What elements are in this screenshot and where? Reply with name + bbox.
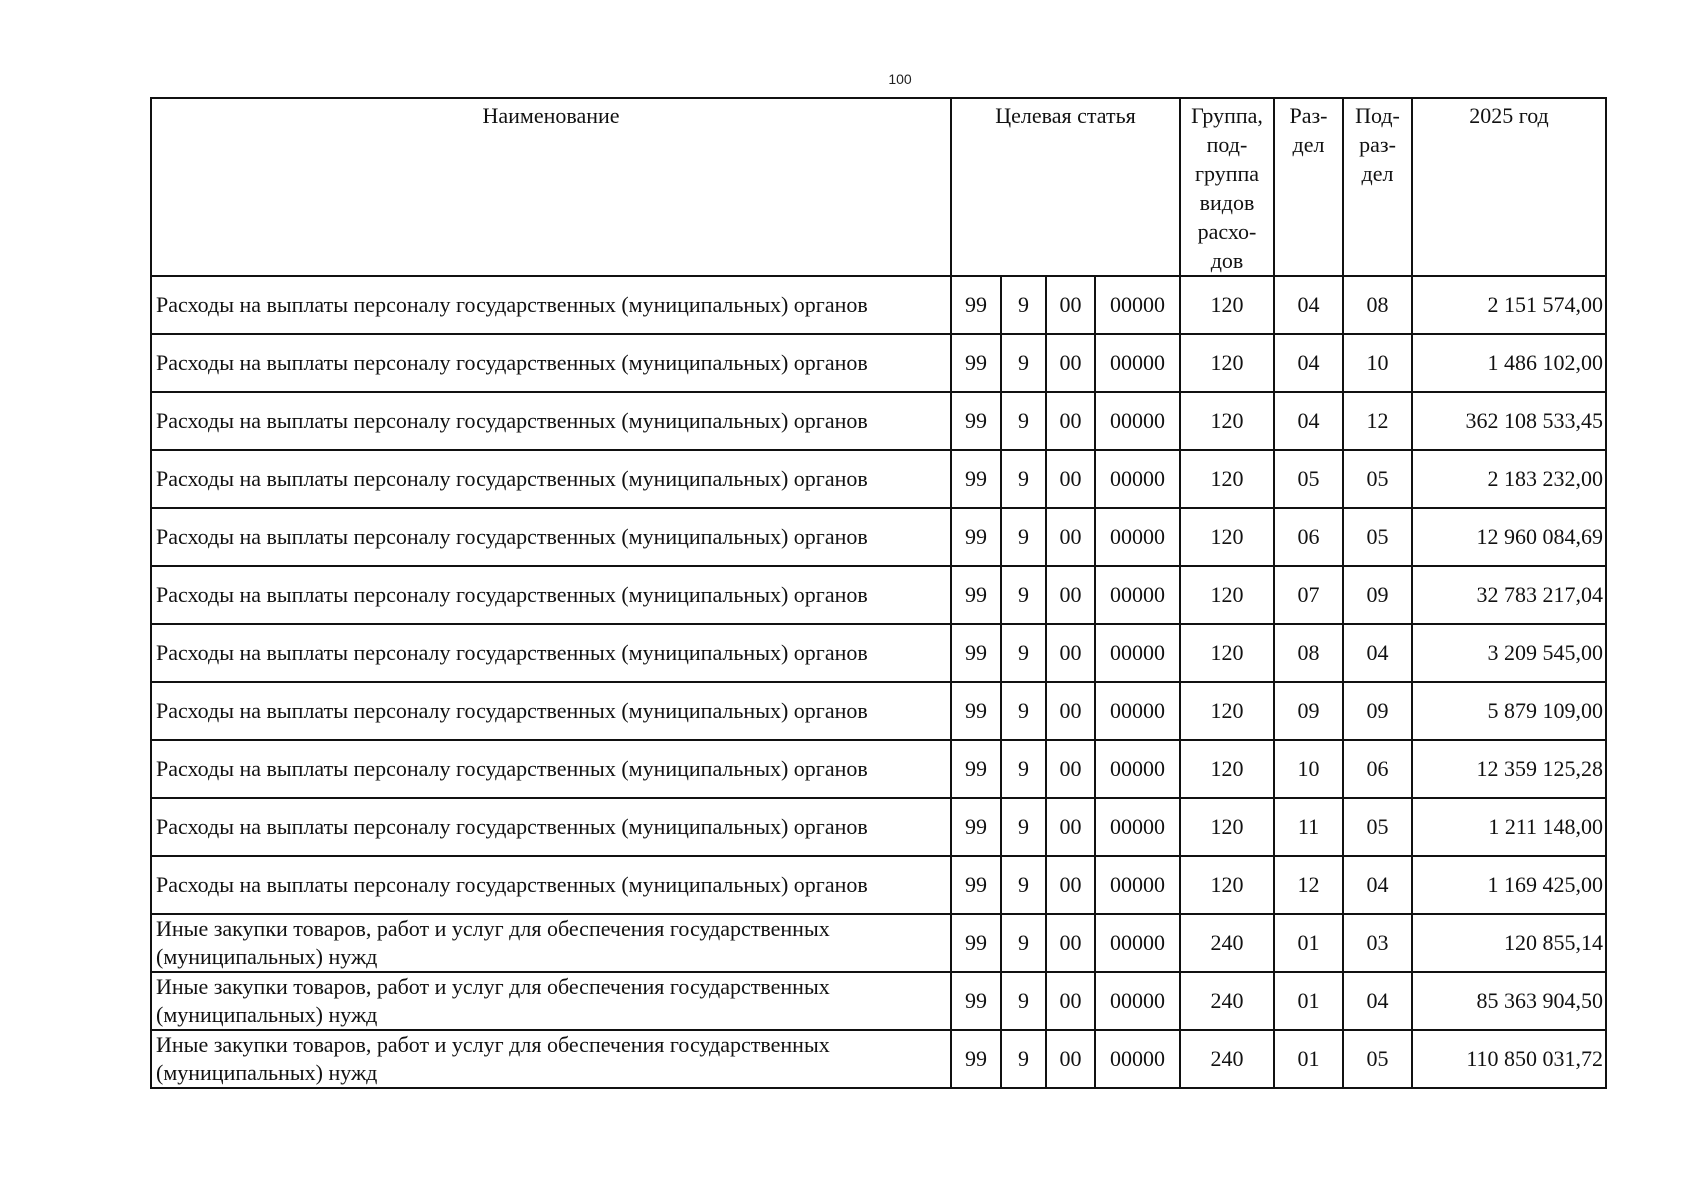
cell-target-article-4: 00000	[1095, 276, 1180, 334]
cell-target-article-2: 9	[1001, 856, 1046, 914]
cell-name: Расходы на выплаты персоналу государственных (муниципальных) органов	[151, 334, 951, 392]
cell-amount: 12 960 084,69	[1412, 508, 1606, 566]
cell-name: Расходы на выплаты персоналу государственных (муниципальных) органов	[151, 450, 951, 508]
cell-section: 04	[1274, 276, 1343, 334]
cell-target-article-1: 99	[951, 740, 1001, 798]
cell-amount: 85 363 904,50	[1412, 972, 1606, 1030]
cell-name: Расходы на выплаты персоналу государственных (муниципальных) органов	[151, 276, 951, 334]
table-row	[151, 334, 1606, 392]
cell-amount: 2 151 574,00	[1412, 276, 1606, 334]
table-body	[151, 276, 1606, 1088]
cell-target-article-3: 00	[1046, 914, 1095, 972]
cell-target-article-3: 00	[1046, 334, 1095, 392]
cell-group: 240	[1180, 972, 1274, 1030]
cell-target-article-1: 99	[951, 450, 1001, 508]
cell-name: Расходы на выплаты персоналу государственных (муниципальных) органов	[151, 740, 951, 798]
cell-target-article-4: 00000	[1095, 914, 1180, 972]
cell-group: 120	[1180, 682, 1274, 740]
cell-group: 120	[1180, 566, 1274, 624]
table-row	[151, 566, 1606, 624]
table-row	[151, 972, 1606, 1030]
cell-subsection: 06	[1343, 740, 1412, 798]
cell-target-article-2: 9	[1001, 972, 1046, 1030]
cell-target-article-1: 99	[951, 972, 1001, 1030]
header-target-article: Целевая статья	[951, 98, 1180, 276]
cell-target-article-1: 99	[951, 682, 1001, 740]
cell-target-article-3: 00	[1046, 856, 1095, 914]
cell-target-article-2: 9	[1001, 1030, 1046, 1088]
cell-target-article-4: 00000	[1095, 566, 1180, 624]
cell-target-article-4: 00000	[1095, 624, 1180, 682]
cell-group: 120	[1180, 856, 1274, 914]
cell-target-article-2: 9	[1001, 334, 1046, 392]
table-row	[151, 740, 1606, 798]
cell-amount: 32 783 217,04	[1412, 566, 1606, 624]
table-row	[151, 798, 1606, 856]
cell-subsection: 09	[1343, 566, 1412, 624]
cell-section: 08	[1274, 624, 1343, 682]
table-row	[151, 392, 1606, 450]
cell-amount: 362 108 533,45	[1412, 392, 1606, 450]
cell-name: Иные закупки товаров, работ и услуг для обеспечения государственных (муниципальных) нужд	[151, 914, 951, 972]
cell-group: 120	[1180, 624, 1274, 682]
table-row	[151, 450, 1606, 508]
cell-target-article-3: 00	[1046, 972, 1095, 1030]
cell-name: Расходы на выплаты персоналу государственных (муниципальных) органов	[151, 624, 951, 682]
cell-amount: 1 486 102,00	[1412, 334, 1606, 392]
cell-target-article-2: 9	[1001, 682, 1046, 740]
cell-target-article-2: 9	[1001, 450, 1046, 508]
header-group: Группа, под- группа видов расхо- дов	[1180, 98, 1274, 276]
cell-subsection: 12	[1343, 392, 1412, 450]
cell-target-article-4: 00000	[1095, 972, 1180, 1030]
cell-target-article-2: 9	[1001, 508, 1046, 566]
table-row	[151, 276, 1606, 334]
cell-target-article-1: 99	[951, 334, 1001, 392]
table-row	[151, 1030, 1606, 1088]
cell-target-article-2: 9	[1001, 798, 1046, 856]
cell-target-article-2: 9	[1001, 740, 1046, 798]
budget-table	[150, 97, 1607, 1089]
table-row	[151, 624, 1606, 682]
cell-amount: 5 879 109,00	[1412, 682, 1606, 740]
cell-section: 01	[1274, 972, 1343, 1030]
cell-section: 11	[1274, 798, 1343, 856]
cell-section: 01	[1274, 1030, 1343, 1088]
cell-target-article-2: 9	[1001, 276, 1046, 334]
cell-target-article-1: 99	[951, 856, 1001, 914]
cell-target-article-1: 99	[951, 508, 1001, 566]
cell-subsection: 09	[1343, 682, 1412, 740]
cell-target-article-1: 99	[951, 566, 1001, 624]
cell-amount: 110 850 031,72	[1412, 1030, 1606, 1088]
cell-target-article-4: 00000	[1095, 682, 1180, 740]
cell-target-article-2: 9	[1001, 566, 1046, 624]
table-row	[151, 508, 1606, 566]
cell-target-article-3: 00	[1046, 392, 1095, 450]
cell-subsection: 05	[1343, 798, 1412, 856]
cell-target-article-2: 9	[1001, 624, 1046, 682]
table-row	[151, 682, 1606, 740]
cell-target-article-3: 00	[1046, 624, 1095, 682]
cell-name: Расходы на выплаты персоналу государственных (муниципальных) органов	[151, 508, 951, 566]
cell-name: Расходы на выплаты персоналу государственных (муниципальных) органов	[151, 798, 951, 856]
cell-target-article-4: 00000	[1095, 856, 1180, 914]
cell-subsection: 05	[1343, 508, 1412, 566]
cell-group: 120	[1180, 392, 1274, 450]
cell-amount: 120 855,14	[1412, 914, 1606, 972]
cell-section: 10	[1274, 740, 1343, 798]
cell-name: Расходы на выплаты персоналу государственных (муниципальных) органов	[151, 856, 951, 914]
cell-target-article-1: 99	[951, 798, 1001, 856]
table-row	[151, 856, 1606, 914]
cell-target-article-3: 00	[1046, 740, 1095, 798]
cell-subsection: 04	[1343, 856, 1412, 914]
cell-subsection: 03	[1343, 914, 1412, 972]
cell-subsection: 05	[1343, 450, 1412, 508]
cell-target-article-2: 9	[1001, 914, 1046, 972]
cell-target-article-1: 99	[951, 392, 1001, 450]
table-header	[151, 98, 1606, 276]
cell-section: 04	[1274, 392, 1343, 450]
cell-target-article-2: 9	[1001, 392, 1046, 450]
cell-target-article-1: 99	[951, 914, 1001, 972]
cell-section: 07	[1274, 566, 1343, 624]
cell-group: 240	[1180, 914, 1274, 972]
page-number: 100	[888, 71, 912, 87]
cell-amount: 3 209 545,00	[1412, 624, 1606, 682]
cell-section: 09	[1274, 682, 1343, 740]
cell-amount: 12 359 125,28	[1412, 740, 1606, 798]
cell-target-article-3: 00	[1046, 1030, 1095, 1088]
cell-target-article-3: 00	[1046, 798, 1095, 856]
header-year: 2025 год	[1412, 98, 1606, 276]
cell-name: Иные закупки товаров, работ и услуг для обеспечения государственных (муниципальных) нужд	[151, 972, 951, 1030]
cell-name: Расходы на выплаты персоналу государственных (муниципальных) органов	[151, 392, 951, 450]
header-name: Наименование	[151, 98, 951, 276]
cell-amount: 2 183 232,00	[1412, 450, 1606, 508]
cell-subsection: 04	[1343, 972, 1412, 1030]
cell-group: 240	[1180, 1030, 1274, 1088]
cell-group: 120	[1180, 798, 1274, 856]
cell-subsection: 10	[1343, 334, 1412, 392]
cell-name: Иные закупки товаров, работ и услуг для обеспечения государственных (муниципальных) нужд	[151, 1030, 951, 1088]
cell-group: 120	[1180, 334, 1274, 392]
cell-group: 120	[1180, 508, 1274, 566]
cell-target-article-4: 00000	[1095, 392, 1180, 450]
cell-target-article-1: 99	[951, 624, 1001, 682]
cell-subsection: 04	[1343, 624, 1412, 682]
cell-section: 04	[1274, 334, 1343, 392]
cell-section: 05	[1274, 450, 1343, 508]
cell-section: 06	[1274, 508, 1343, 566]
cell-group: 120	[1180, 450, 1274, 508]
cell-target-article-1: 99	[951, 1030, 1001, 1088]
cell-target-article-4: 00000	[1095, 798, 1180, 856]
cell-target-article-3: 00	[1046, 450, 1095, 508]
cell-amount: 1 169 425,00	[1412, 856, 1606, 914]
cell-group: 120	[1180, 740, 1274, 798]
cell-name: Расходы на выплаты персоналу государственных (муниципальных) органов	[151, 682, 951, 740]
cell-target-article-3: 00	[1046, 566, 1095, 624]
cell-target-article-4: 00000	[1095, 508, 1180, 566]
cell-group: 120	[1180, 276, 1274, 334]
header-subsection: Под- раз- дел	[1343, 98, 1412, 276]
cell-target-article-3: 00	[1046, 276, 1095, 334]
cell-section: 12	[1274, 856, 1343, 914]
cell-subsection: 05	[1343, 1030, 1412, 1088]
cell-target-article-1: 99	[951, 276, 1001, 334]
cell-amount: 1 211 148,00	[1412, 798, 1606, 856]
cell-target-article-3: 00	[1046, 682, 1095, 740]
table-row	[151, 914, 1606, 972]
cell-subsection: 08	[1343, 276, 1412, 334]
cell-name: Расходы на выплаты персоналу государственных (муниципальных) органов	[151, 566, 951, 624]
header-section: Раз- дел	[1274, 98, 1343, 276]
cell-target-article-3: 00	[1046, 508, 1095, 566]
cell-target-article-4: 00000	[1095, 740, 1180, 798]
cell-target-article-4: 00000	[1095, 1030, 1180, 1088]
cell-section: 01	[1274, 914, 1343, 972]
cell-target-article-4: 00000	[1095, 450, 1180, 508]
cell-target-article-4: 00000	[1095, 334, 1180, 392]
